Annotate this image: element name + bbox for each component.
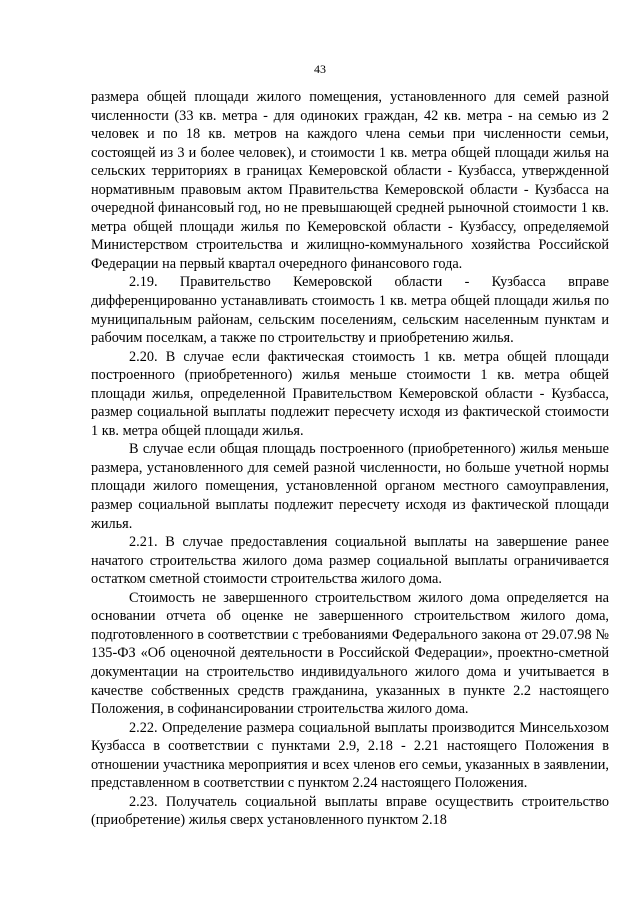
page-number: 43 (314, 62, 326, 76)
paragraph-2-20-area: В случае если общая площадь построенного (приобретенного) жилья меньше размера, установленного для семей разной численности, но больше учетной нормы площади жилого помещения, установленной органом местного самоуправления, размер социальной выплаты подлежит пересчету исходя из фактической площади жилья. (91, 441, 609, 532)
paragraph-2-21: 2.21. В случае предоставления социальной выплаты на завершение ранее начатого строительства жилого дома размер социальной выплаты ограничивается остатком сметной стоимости строительства жилого дома. (91, 534, 609, 588)
paragraph-2-22: 2.22. Определение размера социальной выплаты производится Минсельхозом Кузбасса в соответствии с пунктами 2.9, 2.18 - 2.21 настоящего Положения в отношении участника мероприятия и всех членов его семьи, указанных в заявлении, представленном в соответствии с пунктом 2.24 настоящего Положения. (91, 719, 609, 792)
paragraph-2-21-cost: Стоимость не завершенного строительством жилого дома определяется на основании отчета об оценке не завершенного строительством жилого дома, подготовленного в соответствии с требованиями Федерального закона от 29.07.98 № 135-ФЗ «Об оценочной деятельности в Российской Федерации», проектно-сметной документации на строительство индивидуального жилого дома и учитывается в качестве собственных средств гражданина, указанных в пункте 2.2 настоящего Положения, в софинансировании строительства жилого дома. (91, 589, 609, 718)
paragraph-2-19: 2.19. Правительство Кемеровской области - Кузбасса вправе дифференцированно устанавливать стоимость 1 кв. метра общей площади жилья по муниципальным районам, сельским поселениям, сельским населенным пунктам и рабочим поселкам, а также по строительству и приобретению жилья. (91, 274, 609, 347)
paragraph-2-23: 2.23. Получатель социальной выплаты вправе осуществить строительство (приобретение) жилья сверх установленного пунктом 2.18 (91, 793, 609, 829)
document-body (91, 88, 609, 830)
paragraph-continuation: размера общей площади жилого помещения, установленного для семей разной численности (33 кв. метра - для одиноких граждан, 42 кв. метра - на семью из 2 человек и по 18 кв. метров на каждого члена семьи при численности семьи, состоящей из 3 и более человек), и стоимости 1 кв. метра общей площади жилья на сельских территориях в границах Кемеровской области - Кузбасса, утвержденной нормативным правовым актом Правительства Кемеровской области - Кузбасса на очередной финансовый год, но не превышающей средней рыночной стоимости 1 кв. метра общей площади жилья по Кемеровской области - Кузбассу, определяемой Министерством строительства и жилищно-коммунального хозяйства Российской Федерации на первый квартал очередного финансового года. (91, 89, 609, 272)
paragraph-2-20: 2.20. В случае если фактическая стоимость 1 кв. метра общей площади построенного (приобретенного) жилья меньше стоимости 1 кв. метра общей площади жилья, определенной Правительством Кемеровской области - Кузбасса, размер социальной выплаты подлежит пересчету исходя из фактической стоимости 1 кв. метра общей площади жилья. (91, 348, 609, 439)
